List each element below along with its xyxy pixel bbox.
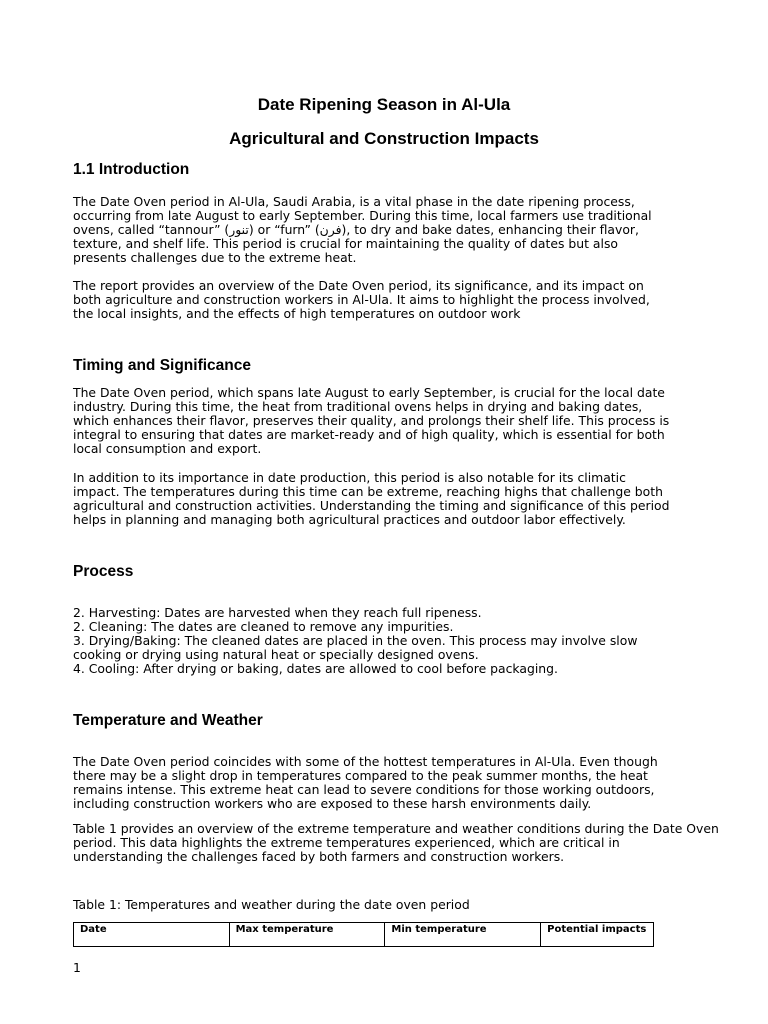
- text-line: industry. During this time, the heat from traditional ovens helps in drying and baking dates,: [73, 399, 643, 414]
- table-header-date: Date: [74, 923, 230, 947]
- text-line: local consumption and export.: [73, 441, 262, 456]
- text-line: ovens, called “tannour” (تنور) or “furn” (فرن), to dry and bake dates, enhancing their flavor,: [73, 222, 639, 237]
- timing-paragraph-1: [73, 386, 698, 456]
- text-line: both agriculture and construction workers in Al-Ula. It aims to highlight the process involved,: [73, 292, 650, 307]
- table-caption: Table 1: Temperatures and weather during the date oven period: [73, 897, 470, 912]
- text-line: remains intense. This extreme heat can lead to severe conditions for those working outdoors,: [73, 782, 655, 797]
- document-subtitle: Agricultural and Construction Impacts: [229, 129, 539, 148]
- table-header-potential-impacts: Potential impacts: [541, 923, 654, 947]
- text-line: including construction workers who are exposed to these harsh environments daily.: [73, 796, 592, 811]
- text-line: texture, and shelf life. This period is crucial for maintaining the quality of dates but also: [73, 236, 618, 251]
- table-header-max-temperature: Max temperature: [229, 923, 385, 947]
- section-heading-temperature: Temperature and Weather: [73, 712, 263, 729]
- list-item: 4. Cooling: After drying or baking, dates are allowed to cool before packaging.: [73, 661, 558, 676]
- text-line: agricultural and construction activities. Understanding the timing and significance of this period: [73, 498, 670, 513]
- intro-paragraph-1: [73, 195, 698, 265]
- text-line: understanding the challenges faced by both farmers and construction workers.: [73, 849, 565, 864]
- temperature-paragraph-2: [73, 821, 719, 864]
- table-header-row: [74, 923, 654, 947]
- text-line: integral to ensuring that dates are market-ready and of high quality, which is essential for both: [73, 427, 665, 442]
- text-line: The Date Oven period in Al-Ula, Saudi Arabia, is a vital phase in the date ripening process,: [73, 194, 635, 209]
- timing-paragraph-2: [73, 471, 698, 527]
- list-item: 2. Harvesting: Dates are harvested when they reach full ripeness.: [73, 605, 482, 620]
- text-line: Table 1 provides an overview of the extreme temperature and weather conditions during the Date Oven: [73, 821, 719, 836]
- text-line: The Date Oven period coincides with some of the hottest temperatures in Al-Ula. Even though: [73, 754, 658, 769]
- table-header-min-temperature: Min temperature: [385, 923, 541, 947]
- text-line: the local insights, and the effects of high temperatures on outdoor work: [73, 306, 521, 321]
- list-item: cooking or drying using natural heat or specially designed ovens.: [73, 647, 479, 662]
- page-number: 1: [73, 960, 81, 975]
- text-line: which enhances their flavor, preserves their quality, and prolongs their shelf life. This process is: [73, 413, 670, 428]
- document-title: Date Ripening Season in Al-Ula: [257, 95, 511, 114]
- section-heading-process: Process: [73, 563, 134, 580]
- text-line: In addition to its importance in date production, this period is also notable for its climatic: [73, 470, 626, 485]
- text-line: there may be a slight drop in temperatures compared to the peak summer months, the heat: [73, 768, 648, 783]
- intro-paragraph-2: [73, 279, 698, 321]
- text-line: helps in planning and managing both agricultural practices and outdoor labor effectively.: [73, 512, 626, 527]
- text-line: The report provides an overview of the Date Oven period, its significance, and its impact on: [73, 278, 644, 293]
- temperature-table: [73, 922, 654, 947]
- text-line: The Date Oven period, which spans late August to early September, is crucial for the local date: [73, 385, 665, 400]
- text-line: occurring from late August to early September. During this time, local farmers use traditional: [73, 208, 652, 223]
- section-heading-timing: Timing and Significance: [73, 357, 251, 374]
- process-list: [73, 606, 698, 676]
- list-item: 2. Cleaning: The dates are cleaned to remove any impurities.: [73, 619, 454, 634]
- temperature-paragraph-1: [73, 755, 698, 811]
- section-heading-introduction: 1.1 Introduction: [73, 161, 190, 178]
- text-line: presents challenges due to the extreme heat.: [73, 250, 357, 265]
- text-line: period. This data highlights the extreme temperatures experienced, which are critical in: [73, 835, 620, 850]
- list-item: 3. Drying/Baking: The cleaned dates are placed in the oven. This process may involve slow: [73, 633, 638, 648]
- text-line: impact. The temperatures during this time can be extreme, reaching highs that challenge both: [73, 484, 663, 499]
